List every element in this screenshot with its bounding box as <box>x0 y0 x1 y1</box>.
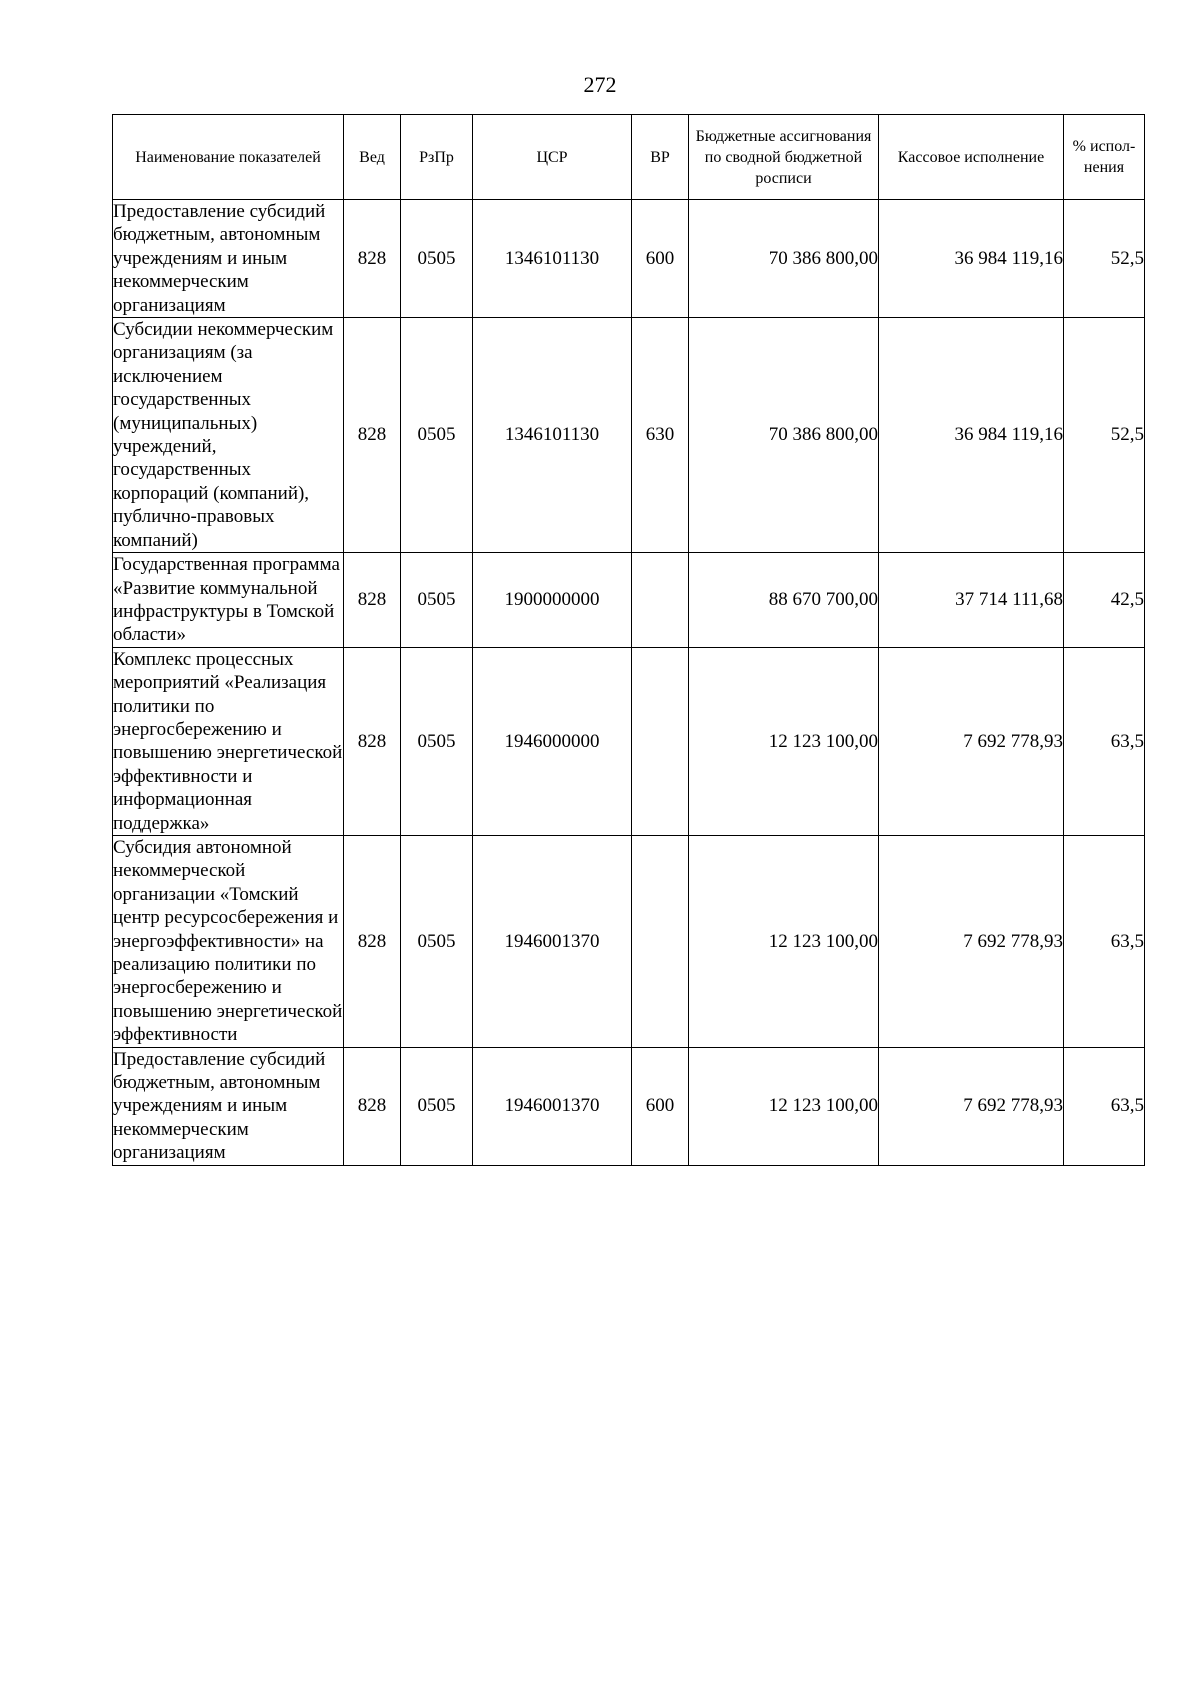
table-row <box>113 1047 1145 1165</box>
row-ved: 828 <box>344 553 401 648</box>
row-csr: 1946000000 <box>473 647 632 835</box>
table-row <box>113 553 1145 648</box>
row-budget: 70 386 800,00 <box>689 318 879 553</box>
row-percent: 63,5 <box>1064 647 1145 835</box>
row-budget: 12 123 100,00 <box>689 1047 879 1165</box>
row-cash: 36 984 119,16 <box>879 318 1064 553</box>
page-number: 272 <box>583 72 617 97</box>
row-rzpr: 0505 <box>401 835 473 1047</box>
row-csr: 1346101130 <box>473 318 632 553</box>
row-ved: 828 <box>344 835 401 1047</box>
row-ved: 828 <box>344 1047 401 1165</box>
row-name: Субсидия автономной некоммерческой организации «Томский центр ресурсосбережения и энергоэффективности» на реализацию политики по энергосбережению и повышению энергетической эффективности <box>113 836 343 1046</box>
header-cash: Кассовое исполнение <box>879 115 1064 200</box>
row-csr: 1346101130 <box>473 200 632 318</box>
row-ved: 828 <box>344 200 401 318</box>
row-cash: 37 714 111,68 <box>879 553 1064 648</box>
budget-execution-table <box>112 114 1145 1166</box>
row-vr: 600 <box>632 200 689 318</box>
row-budget: 88 670 700,00 <box>689 553 879 648</box>
header-percent: % испол-нения <box>1064 115 1145 200</box>
table-row <box>113 835 1145 1047</box>
row-ved: 828 <box>344 647 401 835</box>
table-row <box>113 318 1145 553</box>
row-csr: 1946001370 <box>473 835 632 1047</box>
header-budget: Бюджетные ассигнования по сводной бюджетной росписи <box>689 115 879 200</box>
row-name: Предоставление субсидий бюджетным, автономным учреждениям и иным некоммерческим организациям <box>113 200 344 318</box>
row-percent: 52,5 <box>1064 318 1145 553</box>
row-name: Субсидии некоммерческим организациям (за исключением государственных (муниципальных) учреждений, государственных корпораций (компаний), публично-правовых компаний) <box>113 318 344 553</box>
row-rzpr: 0505 <box>401 318 473 553</box>
header-ved: Вед <box>344 115 401 200</box>
row-budget: 12 123 100,00 <box>689 647 879 835</box>
row-budget: 12 123 100,00 <box>689 835 879 1047</box>
row-percent: 42,5 <box>1064 553 1145 648</box>
row-percent: 63,5 <box>1064 1047 1145 1165</box>
row-rzpr: 0505 <box>401 553 473 648</box>
row-name: Комплекс процессных мероприятий «Реализация политики по энергосбережению и повышению энергетической эффективности и информационная поддержка» <box>113 648 343 834</box>
row-vr: 600 <box>632 1047 689 1165</box>
row-vr: 630 <box>632 318 689 553</box>
row-ved: 828 <box>344 318 401 553</box>
row-cash: 7 692 778,93 <box>879 1047 1064 1165</box>
row-vr <box>632 835 689 1047</box>
row-vr <box>632 553 689 648</box>
table-header-row <box>113 115 1145 200</box>
row-vr <box>632 647 689 835</box>
header-vr: ВР <box>632 115 689 200</box>
row-csr: 1946001370 <box>473 1047 632 1165</box>
header-rzpr: РзПр <box>401 115 473 200</box>
row-rzpr: 0505 <box>401 647 473 835</box>
row-name: Государственная программа «Развитие коммунальной инфраструктуры в Томской области» <box>113 553 344 648</box>
header-csr: ЦСР <box>473 115 632 200</box>
row-cash: 7 692 778,93 <box>879 647 1064 835</box>
row-name: Предоставление субсидий бюджетным, автономным учреждениям и иным некоммерческим организациям <box>113 1047 344 1165</box>
table-row <box>113 200 1145 318</box>
row-rzpr: 0505 <box>401 200 473 318</box>
row-cash: 7 692 778,93 <box>879 835 1064 1047</box>
row-percent: 63,5 <box>1064 835 1145 1047</box>
header-name: Наименование показателей <box>113 115 344 200</box>
row-cash: 36 984 119,16 <box>879 200 1064 318</box>
row-csr: 1900000000 <box>473 553 632 648</box>
row-budget: 70 386 800,00 <box>689 200 879 318</box>
row-percent: 52,5 <box>1064 200 1145 318</box>
table-row <box>113 647 1145 835</box>
row-rzpr: 0505 <box>401 1047 473 1165</box>
